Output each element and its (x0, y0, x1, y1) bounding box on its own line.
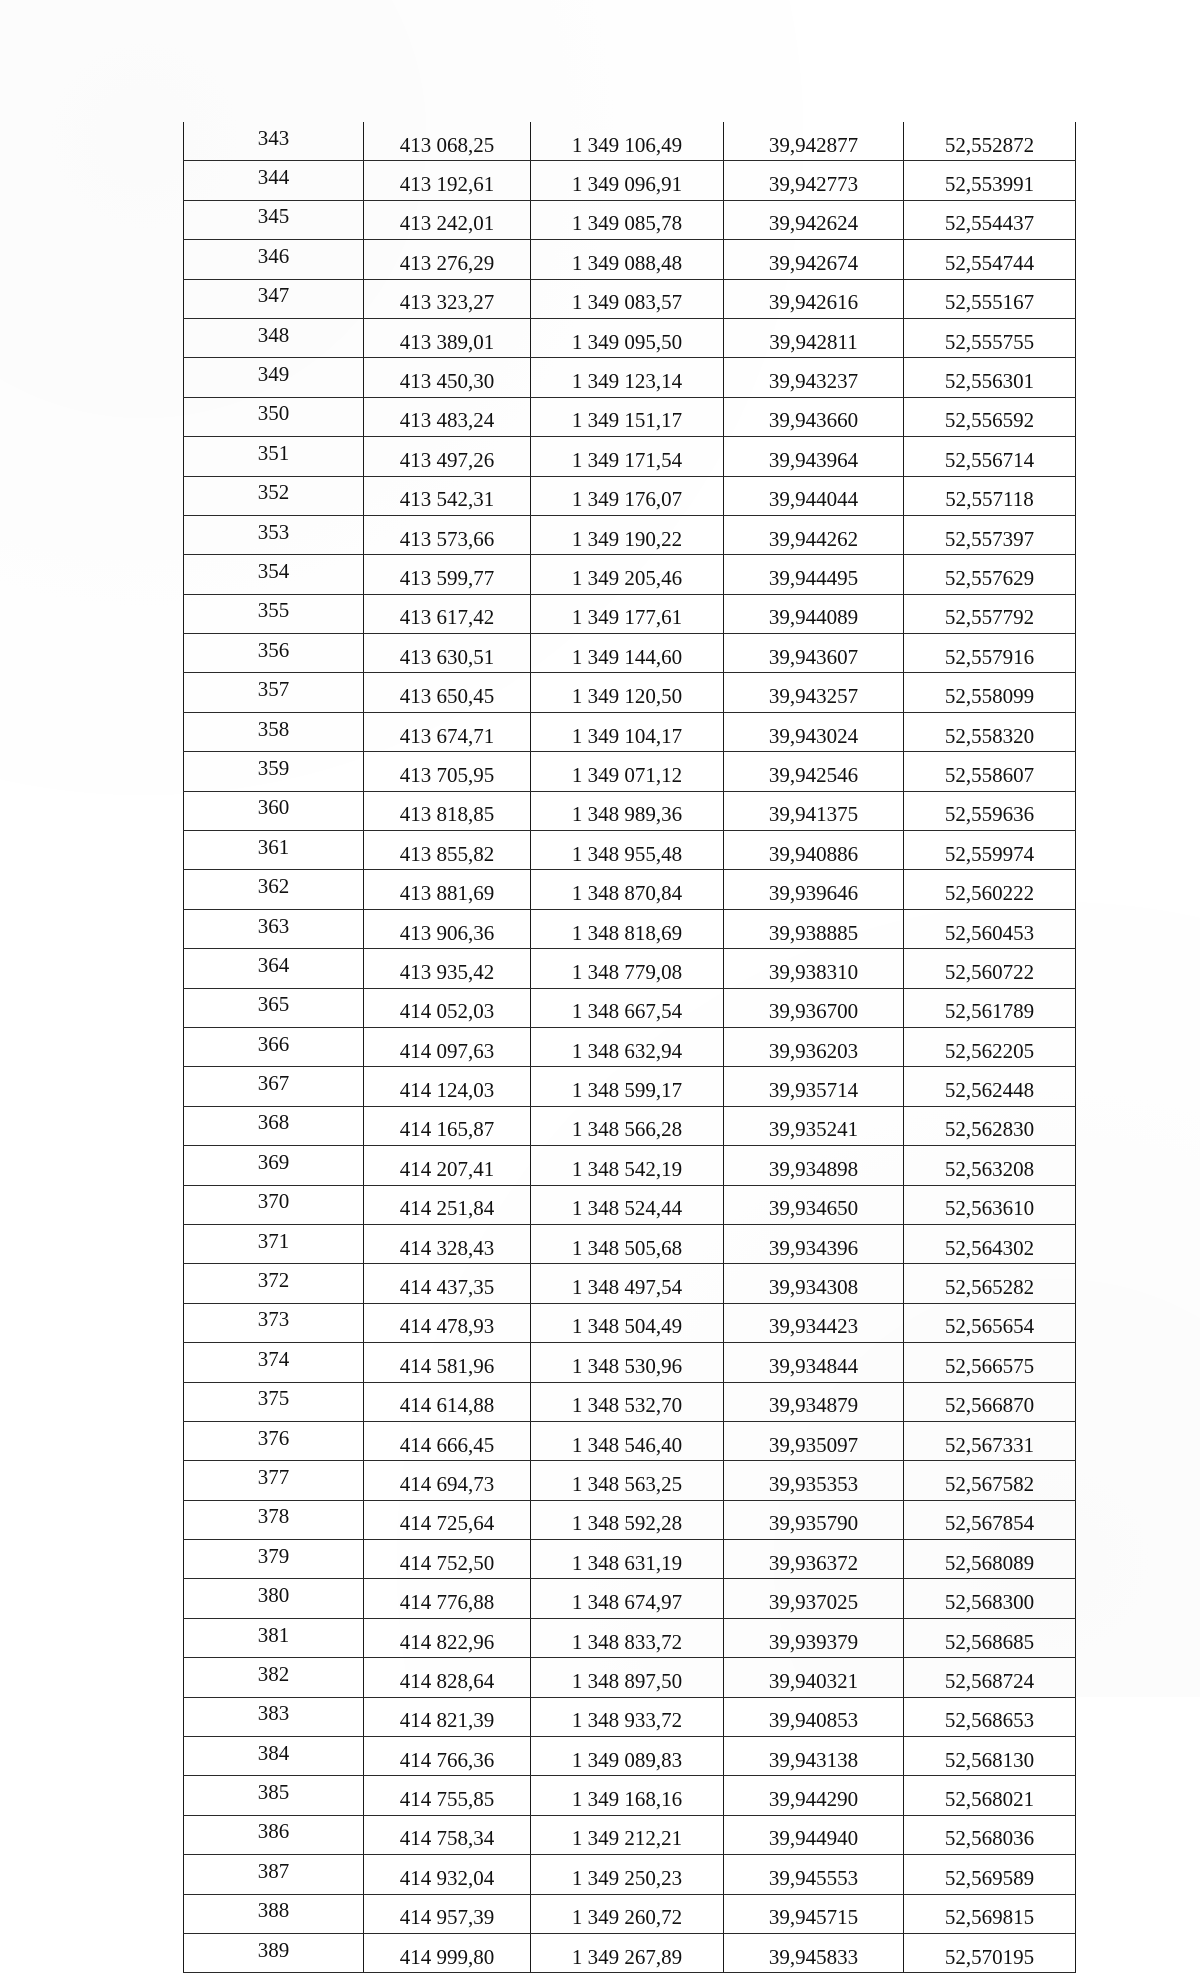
x-coordinate-cell: 413 389,01 (364, 318, 531, 357)
x-coordinate-cell: 414 932,04 (364, 1855, 531, 1894)
latitude-cell: 39,943607 (724, 634, 904, 673)
y-coordinate-cell: 1 349 083,57 (531, 279, 724, 318)
y-coordinate-cell: 1 349 250,23 (531, 1855, 724, 1894)
y-coordinate-cell: 1 349 096,91 (531, 161, 724, 200)
latitude-cell: 39,937025 (724, 1579, 904, 1618)
point-number-cell: 370 (184, 1185, 364, 1224)
latitude-cell: 39,943138 (724, 1737, 904, 1776)
y-coordinate-cell: 1 348 955,48 (531, 831, 724, 870)
y-coordinate-cell: 1 349 260,72 (531, 1894, 724, 1933)
y-coordinate-cell: 1 348 897,50 (531, 1658, 724, 1697)
point-number-cell: 352 (184, 476, 364, 515)
point-number-cell: 365 (184, 988, 364, 1027)
x-coordinate-cell: 414 097,63 (364, 1027, 531, 1066)
point-number-cell: 351 (184, 437, 364, 476)
point-number-cell: 371 (184, 1224, 364, 1263)
latitude-cell: 39,942773 (724, 161, 904, 200)
y-coordinate-cell: 1 349 104,17 (531, 712, 724, 751)
x-coordinate-cell: 414 957,39 (364, 1894, 531, 1933)
table-row (184, 1737, 1076, 1776)
longitude-cell: 52,568300 (904, 1579, 1076, 1618)
point-number-cell: 345 (184, 200, 364, 239)
latitude-cell: 39,940853 (724, 1697, 904, 1736)
x-coordinate-cell: 414 165,87 (364, 1106, 531, 1145)
longitude-cell: 52,567582 (904, 1461, 1076, 1500)
table-row (184, 1894, 1076, 1933)
point-number-cell: 389 (184, 1933, 364, 1972)
y-coordinate-cell: 1 348 632,94 (531, 1027, 724, 1066)
y-coordinate-cell: 1 348 631,19 (531, 1540, 724, 1579)
y-coordinate-cell: 1 348 497,54 (531, 1264, 724, 1303)
table-row (184, 1343, 1076, 1382)
table-row (184, 988, 1076, 1027)
longitude-cell: 52,557629 (904, 555, 1076, 594)
longitude-cell: 52,569815 (904, 1894, 1076, 1933)
table-row (184, 712, 1076, 751)
y-coordinate-cell: 1 348 592,28 (531, 1500, 724, 1539)
table-row (184, 1697, 1076, 1736)
y-coordinate-cell: 1 348 504,49 (531, 1303, 724, 1342)
latitude-cell: 39,944290 (724, 1776, 904, 1815)
latitude-cell: 39,942674 (724, 240, 904, 279)
table-row (184, 1658, 1076, 1697)
longitude-cell: 52,568685 (904, 1618, 1076, 1657)
point-number-cell: 367 (184, 1067, 364, 1106)
table-row (184, 1146, 1076, 1185)
longitude-cell: 52,570195 (904, 1933, 1076, 1972)
longitude-cell: 52,562830 (904, 1106, 1076, 1145)
table-row (184, 1776, 1076, 1815)
x-coordinate-cell: 413 630,51 (364, 634, 531, 673)
point-number-cell: 378 (184, 1500, 364, 1539)
latitude-cell: 39,942811 (724, 318, 904, 357)
x-coordinate-cell: 414 694,73 (364, 1461, 531, 1500)
y-coordinate-cell: 1 349 267,89 (531, 1933, 724, 1972)
longitude-cell: 52,565282 (904, 1264, 1076, 1303)
longitude-cell: 52,561789 (904, 988, 1076, 1027)
latitude-cell: 39,944495 (724, 555, 904, 594)
x-coordinate-cell: 413 450,30 (364, 358, 531, 397)
longitude-cell: 52,567331 (904, 1421, 1076, 1460)
table-row (184, 1106, 1076, 1145)
x-coordinate-cell: 413 323,27 (364, 279, 531, 318)
point-number-cell: 357 (184, 673, 364, 712)
x-coordinate-cell: 414 725,64 (364, 1500, 531, 1539)
latitude-cell: 39,942546 (724, 752, 904, 791)
latitude-cell: 39,939646 (724, 870, 904, 909)
x-coordinate-cell: 414 776,88 (364, 1579, 531, 1618)
latitude-cell: 39,934844 (724, 1343, 904, 1382)
point-number-cell: 384 (184, 1737, 364, 1776)
x-coordinate-cell: 413 818,85 (364, 791, 531, 830)
x-coordinate-cell: 413 674,71 (364, 712, 531, 751)
latitude-cell: 39,944940 (724, 1815, 904, 1854)
latitude-cell: 39,943964 (724, 437, 904, 476)
longitude-cell: 52,555755 (904, 318, 1076, 357)
table-row (184, 515, 1076, 554)
latitude-cell: 39,934898 (724, 1146, 904, 1185)
y-coordinate-cell: 1 348 833,72 (531, 1618, 724, 1657)
y-coordinate-cell: 1 349 212,21 (531, 1815, 724, 1854)
x-coordinate-cell: 414 999,80 (364, 1933, 531, 1972)
table-row (184, 909, 1076, 948)
longitude-cell: 52,566575 (904, 1343, 1076, 1382)
point-number-cell: 360 (184, 791, 364, 830)
x-coordinate-cell: 414 758,34 (364, 1815, 531, 1854)
x-coordinate-cell: 414 437,35 (364, 1264, 531, 1303)
coordinates-table (183, 122, 1076, 1973)
latitude-cell: 39,938885 (724, 909, 904, 948)
x-coordinate-cell: 413 617,42 (364, 594, 531, 633)
longitude-cell: 52,564302 (904, 1224, 1076, 1263)
point-number-cell: 368 (184, 1106, 364, 1145)
x-coordinate-cell: 414 207,41 (364, 1146, 531, 1185)
y-coordinate-cell: 1 348 870,84 (531, 870, 724, 909)
table-row (184, 1421, 1076, 1460)
x-coordinate-cell: 414 821,39 (364, 1697, 531, 1736)
x-coordinate-cell: 414 251,84 (364, 1185, 531, 1224)
point-number-cell: 372 (184, 1264, 364, 1303)
y-coordinate-cell: 1 349 171,54 (531, 437, 724, 476)
table-row (184, 1579, 1076, 1618)
longitude-cell: 52,557118 (904, 476, 1076, 515)
latitude-cell: 39,936700 (724, 988, 904, 1027)
longitude-cell: 52,557916 (904, 634, 1076, 673)
point-number-cell: 350 (184, 397, 364, 436)
table-row (184, 1500, 1076, 1539)
point-number-cell: 358 (184, 712, 364, 751)
latitude-cell: 39,945715 (724, 1894, 904, 1933)
table-row (184, 1067, 1076, 1106)
x-coordinate-cell: 413 068,25 (364, 122, 531, 161)
longitude-cell: 52,560722 (904, 949, 1076, 988)
latitude-cell: 39,935353 (724, 1461, 904, 1500)
x-coordinate-cell: 413 855,82 (364, 831, 531, 870)
longitude-cell: 52,569589 (904, 1855, 1076, 1894)
longitude-cell: 52,559974 (904, 831, 1076, 870)
table-row (184, 1185, 1076, 1224)
point-number-cell: 354 (184, 555, 364, 594)
longitude-cell: 52,568089 (904, 1540, 1076, 1579)
point-number-cell: 388 (184, 1894, 364, 1933)
table-row (184, 1382, 1076, 1421)
x-coordinate-cell: 414 124,03 (364, 1067, 531, 1106)
point-number-cell: 383 (184, 1697, 364, 1736)
x-coordinate-cell: 414 052,03 (364, 988, 531, 1027)
longitude-cell: 52,556714 (904, 437, 1076, 476)
x-coordinate-cell: 413 573,66 (364, 515, 531, 554)
table-row (184, 1027, 1076, 1066)
latitude-cell: 39,934650 (724, 1185, 904, 1224)
y-coordinate-cell: 1 348 674,97 (531, 1579, 724, 1618)
table-row (184, 397, 1076, 436)
longitude-cell: 52,562448 (904, 1067, 1076, 1106)
table-row (184, 200, 1076, 239)
latitude-cell: 39,941375 (724, 791, 904, 830)
latitude-cell: 39,945553 (724, 1855, 904, 1894)
x-coordinate-cell: 414 666,45 (364, 1421, 531, 1460)
y-coordinate-cell: 1 349 190,22 (531, 515, 724, 554)
y-coordinate-cell: 1 348 989,36 (531, 791, 724, 830)
longitude-cell: 52,557397 (904, 515, 1076, 554)
y-coordinate-cell: 1 349 089,83 (531, 1737, 724, 1776)
table-row (184, 240, 1076, 279)
x-coordinate-cell: 413 705,95 (364, 752, 531, 791)
longitude-cell: 52,560222 (904, 870, 1076, 909)
y-coordinate-cell: 1 348 524,44 (531, 1185, 724, 1224)
point-number-cell: 386 (184, 1815, 364, 1854)
longitude-cell: 52,558099 (904, 673, 1076, 712)
latitude-cell: 39,940886 (724, 831, 904, 870)
longitude-cell: 52,563610 (904, 1185, 1076, 1224)
point-number-cell: 369 (184, 1146, 364, 1185)
latitude-cell: 39,934308 (724, 1264, 904, 1303)
latitude-cell: 39,934879 (724, 1382, 904, 1421)
point-number-cell: 361 (184, 831, 364, 870)
y-coordinate-cell: 1 349 120,50 (531, 673, 724, 712)
point-number-cell: 373 (184, 1303, 364, 1342)
longitude-cell: 52,555167 (904, 279, 1076, 318)
x-coordinate-cell: 414 755,85 (364, 1776, 531, 1815)
longitude-cell: 52,554744 (904, 240, 1076, 279)
point-number-cell: 353 (184, 515, 364, 554)
x-coordinate-cell: 413 276,29 (364, 240, 531, 279)
table-row (184, 831, 1076, 870)
longitude-cell: 52,563208 (904, 1146, 1076, 1185)
y-coordinate-cell: 1 348 599,17 (531, 1067, 724, 1106)
y-coordinate-cell: 1 349 106,49 (531, 122, 724, 161)
table-row (184, 161, 1076, 200)
y-coordinate-cell: 1 348 546,40 (531, 1421, 724, 1460)
point-number-cell: 343 (184, 122, 364, 161)
table-row (184, 1303, 1076, 1342)
latitude-cell: 39,935097 (724, 1421, 904, 1460)
latitude-cell: 39,944262 (724, 515, 904, 554)
latitude-cell: 39,943257 (724, 673, 904, 712)
x-coordinate-cell: 413 935,42 (364, 949, 531, 988)
table-row (184, 1618, 1076, 1657)
point-number-cell: 349 (184, 358, 364, 397)
x-coordinate-cell: 413 483,24 (364, 397, 531, 436)
longitude-cell: 52,559636 (904, 791, 1076, 830)
y-coordinate-cell: 1 349 177,61 (531, 594, 724, 633)
point-number-cell: 344 (184, 161, 364, 200)
table-row (184, 752, 1076, 791)
y-coordinate-cell: 1 349 168,16 (531, 1776, 724, 1815)
x-coordinate-cell: 414 581,96 (364, 1343, 531, 1382)
point-number-cell: 381 (184, 1618, 364, 1657)
point-number-cell: 348 (184, 318, 364, 357)
latitude-cell: 39,943237 (724, 358, 904, 397)
x-coordinate-cell: 414 614,88 (364, 1382, 531, 1421)
x-coordinate-cell: 413 906,36 (364, 909, 531, 948)
table-row (184, 1933, 1076, 1972)
y-coordinate-cell: 1 349 088,48 (531, 240, 724, 279)
y-coordinate-cell: 1 348 779,08 (531, 949, 724, 988)
longitude-cell: 52,567854 (904, 1500, 1076, 1539)
longitude-cell: 52,554437 (904, 200, 1076, 239)
longitude-cell: 52,568130 (904, 1737, 1076, 1776)
point-number-cell: 362 (184, 870, 364, 909)
x-coordinate-cell: 413 599,77 (364, 555, 531, 594)
x-coordinate-cell: 414 766,36 (364, 1737, 531, 1776)
longitude-cell: 52,568653 (904, 1697, 1076, 1736)
point-number-cell: 375 (184, 1382, 364, 1421)
table-row (184, 594, 1076, 633)
y-coordinate-cell: 1 348 563,25 (531, 1461, 724, 1500)
point-number-cell: 379 (184, 1540, 364, 1579)
table-row (184, 318, 1076, 357)
latitude-cell: 39,935790 (724, 1500, 904, 1539)
point-number-cell: 387 (184, 1855, 364, 1894)
table-row (184, 555, 1076, 594)
y-coordinate-cell: 1 349 085,78 (531, 200, 724, 239)
latitude-cell: 39,935241 (724, 1106, 904, 1145)
point-number-cell: 382 (184, 1658, 364, 1697)
longitude-cell: 52,568021 (904, 1776, 1076, 1815)
point-number-cell: 377 (184, 1461, 364, 1500)
table-row (184, 437, 1076, 476)
x-coordinate-cell: 414 752,50 (364, 1540, 531, 1579)
latitude-cell: 39,943660 (724, 397, 904, 436)
point-number-cell: 359 (184, 752, 364, 791)
longitude-cell: 52,558607 (904, 752, 1076, 791)
point-number-cell: 385 (184, 1776, 364, 1815)
point-number-cell: 374 (184, 1343, 364, 1382)
y-coordinate-cell: 1 349 071,12 (531, 752, 724, 791)
longitude-cell: 52,553991 (904, 161, 1076, 200)
point-number-cell: 366 (184, 1027, 364, 1066)
latitude-cell: 39,942877 (724, 122, 904, 161)
x-coordinate-cell: 414 822,96 (364, 1618, 531, 1657)
latitude-cell: 39,936203 (724, 1027, 904, 1066)
point-number-cell: 356 (184, 634, 364, 673)
point-number-cell: 346 (184, 240, 364, 279)
table-row (184, 870, 1076, 909)
y-coordinate-cell: 1 348 818,69 (531, 909, 724, 948)
latitude-cell: 39,936372 (724, 1540, 904, 1579)
longitude-cell: 52,556592 (904, 397, 1076, 436)
longitude-cell: 52,558320 (904, 712, 1076, 751)
latitude-cell: 39,939379 (724, 1618, 904, 1657)
longitude-cell: 52,562205 (904, 1027, 1076, 1066)
table-row (184, 949, 1076, 988)
table-row (184, 1224, 1076, 1263)
table-row (184, 791, 1076, 830)
table-row (184, 358, 1076, 397)
latitude-cell: 39,944044 (724, 476, 904, 515)
latitude-cell: 39,942616 (724, 279, 904, 318)
table-row (184, 279, 1076, 318)
latitude-cell: 39,940321 (724, 1658, 904, 1697)
longitude-cell: 52,568036 (904, 1815, 1076, 1854)
x-coordinate-cell: 413 542,31 (364, 476, 531, 515)
table-row (184, 1815, 1076, 1854)
x-coordinate-cell: 414 828,64 (364, 1658, 531, 1697)
y-coordinate-cell: 1 349 176,07 (531, 476, 724, 515)
table-row (184, 634, 1076, 673)
x-coordinate-cell: 413 881,69 (364, 870, 531, 909)
latitude-cell: 39,935714 (724, 1067, 904, 1106)
x-coordinate-cell: 413 650,45 (364, 673, 531, 712)
y-coordinate-cell: 1 349 151,17 (531, 397, 724, 436)
table-row (184, 1461, 1076, 1500)
y-coordinate-cell: 1 348 933,72 (531, 1697, 724, 1736)
longitude-cell: 52,557792 (904, 594, 1076, 633)
latitude-cell: 39,938310 (724, 949, 904, 988)
table-row (184, 1540, 1076, 1579)
y-coordinate-cell: 1 348 566,28 (531, 1106, 724, 1145)
y-coordinate-cell: 1 348 667,54 (531, 988, 724, 1027)
x-coordinate-cell: 414 328,43 (364, 1224, 531, 1263)
y-coordinate-cell: 1 349 144,60 (531, 634, 724, 673)
point-number-cell: 364 (184, 949, 364, 988)
latitude-cell: 39,943024 (724, 712, 904, 751)
longitude-cell: 52,556301 (904, 358, 1076, 397)
x-coordinate-cell: 413 192,61 (364, 161, 531, 200)
point-number-cell: 363 (184, 909, 364, 948)
y-coordinate-cell: 1 348 542,19 (531, 1146, 724, 1185)
x-coordinate-cell: 414 478,93 (364, 1303, 531, 1342)
coordinates-table-body (184, 122, 1076, 1973)
table-row (184, 1855, 1076, 1894)
point-number-cell: 355 (184, 594, 364, 633)
table-row (184, 476, 1076, 515)
longitude-cell: 52,560453 (904, 909, 1076, 948)
table-row (184, 1264, 1076, 1303)
latitude-cell: 39,944089 (724, 594, 904, 633)
longitude-cell: 52,568724 (904, 1658, 1076, 1697)
y-coordinate-cell: 1 349 095,50 (531, 318, 724, 357)
longitude-cell: 52,565654 (904, 1303, 1076, 1342)
y-coordinate-cell: 1 348 505,68 (531, 1224, 724, 1263)
point-number-cell: 347 (184, 279, 364, 318)
latitude-cell: 39,945833 (724, 1933, 904, 1972)
y-coordinate-cell: 1 349 205,46 (531, 555, 724, 594)
latitude-cell: 39,942624 (724, 200, 904, 239)
longitude-cell: 52,552872 (904, 122, 1076, 161)
y-coordinate-cell: 1 348 530,96 (531, 1343, 724, 1382)
y-coordinate-cell: 1 348 532,70 (531, 1382, 724, 1421)
x-coordinate-cell: 413 497,26 (364, 437, 531, 476)
latitude-cell: 39,934396 (724, 1224, 904, 1263)
table-row (184, 122, 1076, 161)
table-row (184, 673, 1076, 712)
x-coordinate-cell: 413 242,01 (364, 200, 531, 239)
point-number-cell: 376 (184, 1421, 364, 1460)
latitude-cell: 39,934423 (724, 1303, 904, 1342)
point-number-cell: 380 (184, 1579, 364, 1618)
y-coordinate-cell: 1 349 123,14 (531, 358, 724, 397)
longitude-cell: 52,566870 (904, 1382, 1076, 1421)
